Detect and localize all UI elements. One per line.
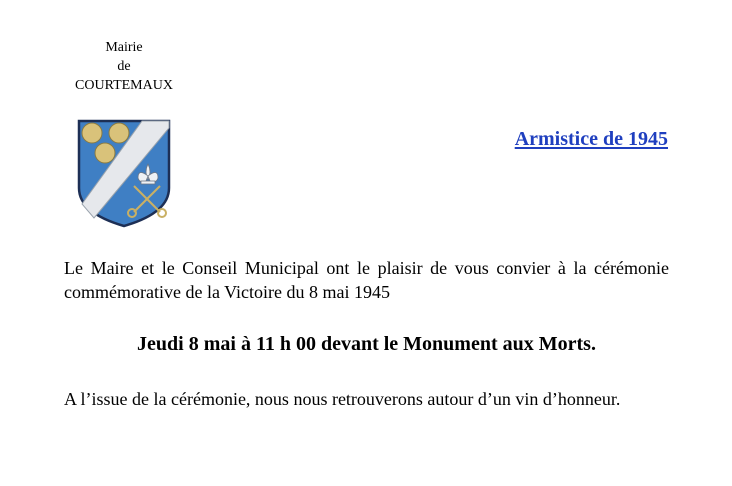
letterhead-line-courtemaux: COURTEMAUX — [75, 78, 173, 93]
invitation-paragraph: Le Maire et le Conseil Municipal ont le plaisir de vous convier à la cérémonie commémorative de la Victoire du 8 mai 1945 — [64, 258, 669, 302]
page-title: Armistice de 1945 — [514, 128, 668, 150]
letterhead-line-de: de — [117, 59, 131, 74]
letterhead-line-mairie: Mairie — [105, 40, 143, 55]
event-announcement: Jeudi 8 mai à 11 h 00 devant le Monument aux Morts. — [137, 333, 596, 355]
coat-of-arms-icon — [76, 118, 172, 228]
closing-paragraph: A l’issue de la cérémonie, nous nous retrouverons autour d’un vin d’honneur. — [64, 389, 621, 409]
mairie-letterhead — [62, 38, 186, 95]
